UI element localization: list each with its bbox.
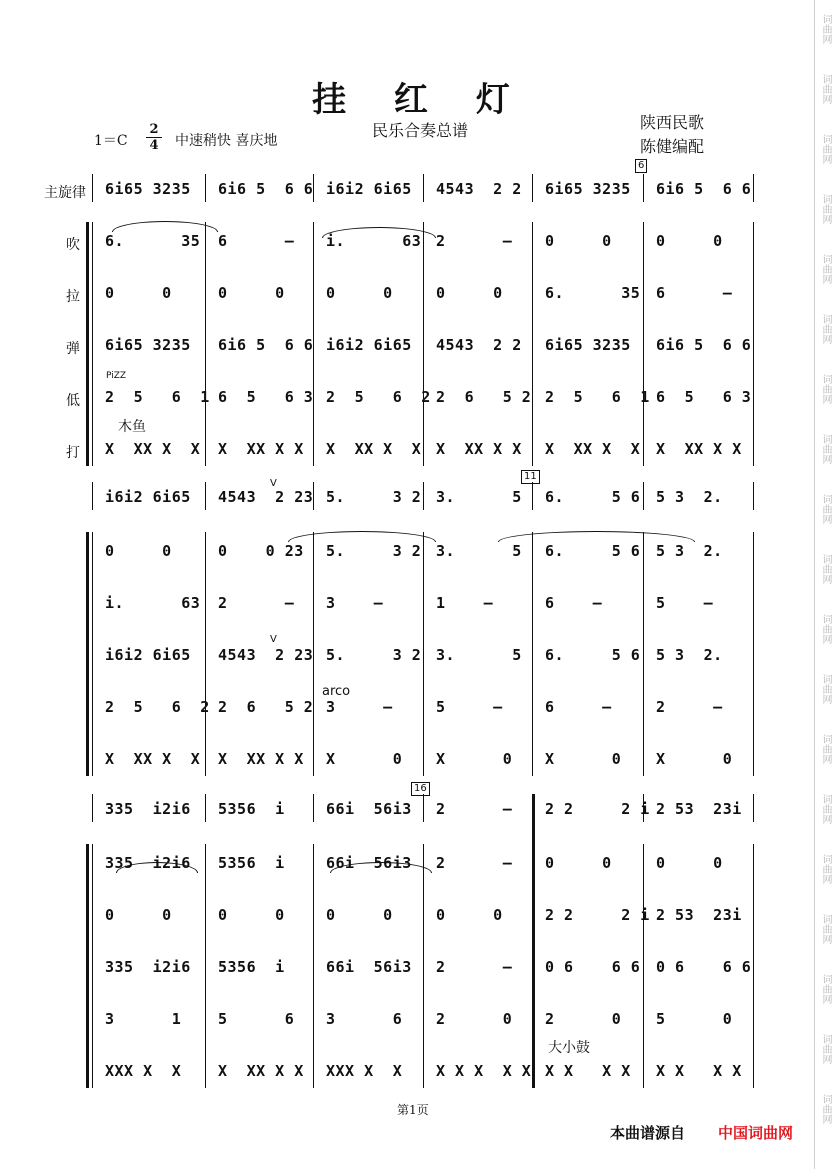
note-cell-perc: X XX X X: [545, 440, 641, 458]
note-cell-bowed: 3 –: [326, 594, 384, 612]
slur-mark: [322, 227, 436, 238]
barline-melody: [313, 794, 314, 822]
note-cell-plucked: 5356 i: [218, 958, 285, 976]
note-cell-bowed: i. 63: [105, 594, 201, 612]
note-cell-melody: 6. 5 6: [545, 488, 641, 506]
watermark-strip: [814, 0, 840, 1169]
watermark-text: 词曲网: [820, 554, 831, 584]
note-cell-low: 2 5 6 1: [105, 388, 210, 406]
watermark-text: 词曲网: [820, 794, 831, 824]
barline-ensemble: [205, 222, 206, 466]
source-label: 本曲谱源自: [610, 1124, 686, 1142]
annotation-pizz: PiZZ: [106, 371, 127, 381]
note-cell-wind: 66i 56i3: [326, 854, 412, 872]
note-cell-low: 2 5 6 1: [545, 388, 650, 406]
note-cell-low: 2 0: [545, 1010, 622, 1028]
watermark-text: 词曲网: [820, 1094, 831, 1124]
note-cell-perc: X XX X X: [218, 1062, 304, 1080]
note-cell-plucked: 335 i2i6: [105, 958, 191, 976]
barline-melody: [532, 174, 533, 202]
note-cell-plucked: 0 6 6 6: [656, 958, 752, 976]
barline-melody: [205, 482, 206, 510]
note-cell-perc: X XX X X: [105, 440, 201, 458]
tempo-marking: 中速稍快 喜庆地: [175, 133, 278, 149]
barline-ensemble: [205, 844, 206, 1088]
note-cell-wind: i. 63: [326, 232, 422, 250]
barline-melody: [753, 174, 754, 202]
note-cell-perc: X X X X: [545, 1062, 631, 1080]
note-cell-perc: X XX X X: [436, 440, 522, 458]
note-cell-plucked: 6. 5 6: [545, 646, 641, 664]
note-cell-melody: 5. 3 2: [326, 488, 422, 506]
barline-melody: [423, 794, 424, 822]
note-cell-low: 2 5 6 2: [326, 388, 431, 406]
note-cell-perc: X 0: [545, 750, 622, 768]
source-site: 中国词曲网: [718, 1124, 794, 1142]
note-cell-wind: 0 0: [545, 854, 612, 872]
watermark-text: 词曲网: [820, 134, 831, 164]
barline-ensemble: [532, 222, 533, 466]
watermark-text: 词曲网: [820, 494, 831, 524]
barline-ensemble: [205, 532, 206, 776]
rehearsal-mark: 16: [411, 782, 430, 796]
instrument-label-wind: 吹: [66, 237, 80, 253]
barline-ensemble: [753, 532, 754, 776]
barline-ensemble: [643, 532, 644, 776]
watermark-text: 词曲网: [820, 1034, 831, 1064]
meter-top: 2: [149, 122, 159, 137]
note-cell-wind: 2 –: [436, 854, 513, 872]
barline-ensemble: [423, 844, 424, 1088]
watermark-text: 词曲网: [820, 314, 831, 344]
note-cell-wind: 5356 i: [218, 854, 285, 872]
note-cell-wind: 335 i2i6: [105, 854, 191, 872]
note-cell-perc: X XX X X: [326, 440, 422, 458]
note-cell-plucked: 0 6 6 6: [545, 958, 641, 976]
barline-ensemble: [753, 844, 754, 1088]
note-cell-wind: 0 0: [656, 232, 723, 250]
note-cell-perc: X XX X X: [105, 750, 201, 768]
note-cell-wind: 6. 5 6: [545, 542, 641, 560]
instrument-label-low: 低: [66, 393, 80, 409]
key-signature: 1＝C: [94, 133, 128, 149]
note-cell-melody: 335 i2i6: [105, 800, 191, 818]
note-cell-melody: 4543 2 2: [436, 180, 522, 198]
note-cell-perc: XXX X X: [326, 1062, 403, 1080]
note-cell-wind: 6 –: [218, 232, 295, 250]
note-cell-low: 5 0: [656, 1010, 733, 1028]
watermark-text: 词曲网: [820, 914, 831, 944]
note-cell-low: 2 6 5 2: [218, 698, 314, 716]
watermark-text: 词曲网: [820, 674, 831, 704]
barline-ensemble: [92, 222, 93, 466]
page-number: 第1页: [397, 1103, 429, 1117]
note-cell-low: 3 6: [326, 1010, 403, 1028]
note-cell-perc: X 0: [326, 750, 403, 768]
note-cell-plucked: 6i6 5 6 6: [656, 336, 752, 354]
note-cell-bowed: 2 2 2 i: [545, 906, 650, 924]
note-cell-wind: 0 0: [656, 854, 723, 872]
barline-melody: [532, 482, 533, 510]
note-cell-melody: 6i65 3235: [545, 180, 631, 198]
note-cell-low: 6 5 6 3: [656, 388, 752, 406]
note-cell-wind: 0 0: [545, 232, 612, 250]
note-cell-melody: 2 53 23i: [656, 800, 742, 818]
slur-mark: [288, 531, 436, 542]
score-title: 挂 红 灯: [312, 80, 528, 120]
note-cell-bowed: 0 0: [436, 284, 503, 302]
instrument-label-bowed: 拉: [66, 289, 80, 305]
barline-melody: [205, 174, 206, 202]
note-cell-low: 2 0: [436, 1010, 513, 1028]
barline-ensemble: [532, 532, 533, 776]
note-cell-melody: 2 2 2 i: [545, 800, 650, 818]
barline-melody: [92, 482, 93, 510]
note-cell-wind: 2 –: [436, 232, 513, 250]
note-cell-plucked: 4543 2 2: [436, 336, 522, 354]
note-cell-melody: 3. 5: [436, 488, 522, 506]
note-cell-bowed: 0 0: [218, 906, 285, 924]
note-cell-bowed: 5 –: [656, 594, 714, 612]
note-cell-melody: 6i6 5 6 6: [656, 180, 752, 198]
note-cell-perc: X XX X X: [218, 440, 304, 458]
note-cell-bowed: 1 –: [436, 594, 494, 612]
note-cell-perc: X X X X X: [436, 1062, 532, 1080]
meter-bottom: 4: [149, 138, 159, 153]
instrument-label-melody: 主旋律: [44, 185, 86, 201]
note-cell-low: 2 –: [656, 698, 723, 716]
barline-ensemble: [92, 844, 93, 1088]
note-cell-wind: 3. 5: [436, 542, 522, 560]
note-cell-plucked: 5. 3 2: [326, 646, 422, 664]
note-cell-melody: 6i65 3235: [105, 180, 191, 198]
watermark-text: 词曲网: [820, 254, 831, 284]
system-bracket: [86, 532, 89, 776]
note-cell-low: 3 1: [105, 1010, 182, 1028]
annotation-daxiaogu: 大小鼓: [548, 1040, 590, 1056]
note-cell-melody: i6i2 6i65: [326, 180, 412, 198]
time-signature: [146, 122, 162, 153]
note-cell-low: 3 –: [326, 698, 393, 716]
barline-ensemble: [643, 222, 644, 466]
note-cell-plucked: 5 3 2.: [656, 646, 723, 664]
barline-ensemble: [423, 532, 424, 776]
annotation-muyu: 木鱼: [118, 419, 146, 435]
watermark-text: 词曲网: [820, 14, 831, 44]
note-cell-perc: X XX X X: [656, 440, 742, 458]
note-cell-wind: 5 3 2.: [656, 542, 723, 560]
note-cell-plucked: 6i65 3235: [105, 336, 191, 354]
note-cell-bowed: 6. 35: [545, 284, 641, 302]
arranger: 陈健编配: [640, 137, 705, 156]
barline-melody: [643, 174, 644, 202]
score-subtitle: 民乐合奏总谱: [371, 121, 468, 140]
annotation-v2: V: [270, 634, 277, 645]
watermark-text: 词曲网: [820, 854, 831, 884]
instrument-label-plucked: 弹: [66, 341, 80, 357]
rehearsal-mark: 11: [521, 470, 540, 484]
note-cell-melody: 5356 i: [218, 800, 285, 818]
note-cell-melody: 2 –: [436, 800, 513, 818]
note-cell-low: 6 –: [545, 698, 612, 716]
barline-ensemble: [753, 222, 754, 466]
note-cell-plucked: 6i65 3235: [545, 336, 631, 354]
note-cell-wind: 0 0 23: [218, 542, 304, 560]
note-cell-bowed: 0 0: [105, 284, 172, 302]
barline-ensemble: [92, 532, 93, 776]
note-cell-low: 5 –: [436, 698, 503, 716]
barline-melody: [423, 482, 424, 510]
note-cell-plucked: i6i2 6i65: [326, 336, 412, 354]
note-cell-melody: 6i6 5 6 6: [218, 180, 314, 198]
watermark-text: 词曲网: [820, 74, 831, 104]
note-cell-bowed: 2 –: [218, 594, 295, 612]
note-cell-perc: X XX X X: [218, 750, 304, 768]
note-cell-bowed: 6 –: [545, 594, 603, 612]
watermark-text: 词曲网: [820, 734, 831, 764]
note-cell-low: 2 6 5 2: [436, 388, 532, 406]
repeat-barline: [532, 794, 535, 1088]
note-cell-plucked: 66i 56i3: [326, 958, 412, 976]
slur-mark: [498, 531, 695, 542]
note-cell-melody: 5 3 2.: [656, 488, 723, 506]
note-cell-plucked: 2 –: [436, 958, 513, 976]
note-cell-melody: 4543 2 23: [218, 488, 314, 506]
note-cell-plucked: 3. 5: [436, 646, 522, 664]
note-cell-melody: i6i2 6i65: [105, 488, 191, 506]
watermark-text: 词曲网: [820, 614, 831, 644]
note-cell-perc: X 0: [656, 750, 733, 768]
barline-melody: [643, 482, 644, 510]
slur-mark: [112, 221, 218, 232]
system-bracket: [86, 222, 89, 466]
note-cell-bowed: 0 0: [326, 284, 393, 302]
note-cell-bowed: 6 –: [656, 284, 733, 302]
note-cell-bowed: 0 0: [105, 906, 172, 924]
annotation-arco: arco: [322, 684, 351, 699]
barline-melody: [205, 794, 206, 822]
instrument-label-perc: 打: [66, 445, 80, 461]
note-cell-bowed: 2 53 23i: [656, 906, 742, 924]
note-cell-wind: 6. 35: [105, 232, 201, 250]
note-cell-wind: 5. 3 2: [326, 542, 422, 560]
note-cell-bowed: 0 0: [436, 906, 503, 924]
system-bracket: [86, 844, 89, 1088]
note-cell-plucked: 6i6 5 6 6: [218, 336, 314, 354]
note-cell-perc: X X X X: [656, 1062, 742, 1080]
note-cell-low: 2 5 6 2: [105, 698, 210, 716]
barline-melody: [92, 174, 93, 202]
barline-melody: [423, 174, 424, 202]
watermark-text: 词曲网: [820, 434, 831, 464]
note-cell-plucked: 4543 2 23: [218, 646, 314, 664]
note-cell-melody: 66i 56i3: [326, 800, 412, 818]
watermark-text: 词曲网: [820, 974, 831, 1004]
note-cell-bowed: 0 0: [218, 284, 285, 302]
barline-melody: [92, 794, 93, 822]
note-cell-perc: XXX X X: [105, 1062, 182, 1080]
note-cell-bowed: 0 0: [326, 906, 393, 924]
note-cell-plucked: i6i2 6i65: [105, 646, 191, 664]
barline-ensemble: [313, 844, 314, 1088]
barline-ensemble: [423, 222, 424, 466]
annotation-v1: V: [270, 478, 277, 489]
note-cell-perc: X 0: [436, 750, 513, 768]
note-cell-wind: 0 0: [105, 542, 172, 560]
barline-ensemble: [643, 844, 644, 1088]
barline-melody: [753, 482, 754, 510]
rehearsal-mark: 6: [635, 159, 647, 173]
barline-melody: [753, 794, 754, 822]
song-origin: 陕西民歌: [640, 113, 705, 132]
note-cell-low: 5 6: [218, 1010, 295, 1028]
watermark-text: 词曲网: [820, 374, 831, 404]
watermark-text: 词曲网: [820, 194, 831, 224]
note-cell-low: 6 5 6 3: [218, 388, 314, 406]
